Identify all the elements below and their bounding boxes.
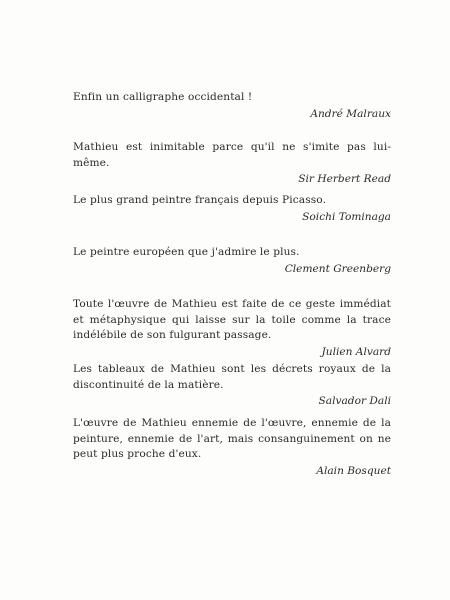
quote-bosquet xyxy=(73,416,391,478)
quote-author: Salvador Dali xyxy=(318,395,391,407)
quote-read xyxy=(73,140,391,186)
quote-text: Le peintre européen que j'admire le plus. xyxy=(73,246,300,258)
quote-malraux xyxy=(73,90,391,121)
quote-greenberg xyxy=(73,245,391,276)
quote-text: L'œuvre de Mathieu ennemie de l'œuvre, ennemie de la peinture, ennemie de l'art, mais consanguinement on ne peut plus proche d'eux. xyxy=(73,417,391,460)
quote-author: Julien Alvard xyxy=(321,345,391,358)
quote-text: Toute l'œuvre de Mathieu est faite de ce geste immédiat et métaphysique qui laisse sur la toile comme la trace indélébile de son fulgurant passage. xyxy=(73,298,391,341)
quote-author: Soichi Tominaga xyxy=(302,210,391,223)
quote-dali xyxy=(73,362,391,408)
quote-alvard xyxy=(73,297,391,359)
quote-text: Les tableaux de Mathieu sont les décrets royaux de la discontinuité de la matière. xyxy=(73,363,391,391)
quote-text: Le plus grand peintre français depuis Picasso. xyxy=(73,194,327,206)
quote-author: Alain Bosquet xyxy=(316,464,391,477)
quote-text: Enfin un calligraphe occidental ! xyxy=(73,91,253,103)
quote-author: Clement Greenberg xyxy=(284,262,391,275)
quote-author: André Malraux xyxy=(310,107,391,120)
quote-text: Mathieu est inimitable parce qu'il ne s'imite pas lui-même. xyxy=(73,141,391,169)
quote-author: Sir Herbert Read xyxy=(298,173,391,185)
quote-tominaga xyxy=(73,193,391,224)
